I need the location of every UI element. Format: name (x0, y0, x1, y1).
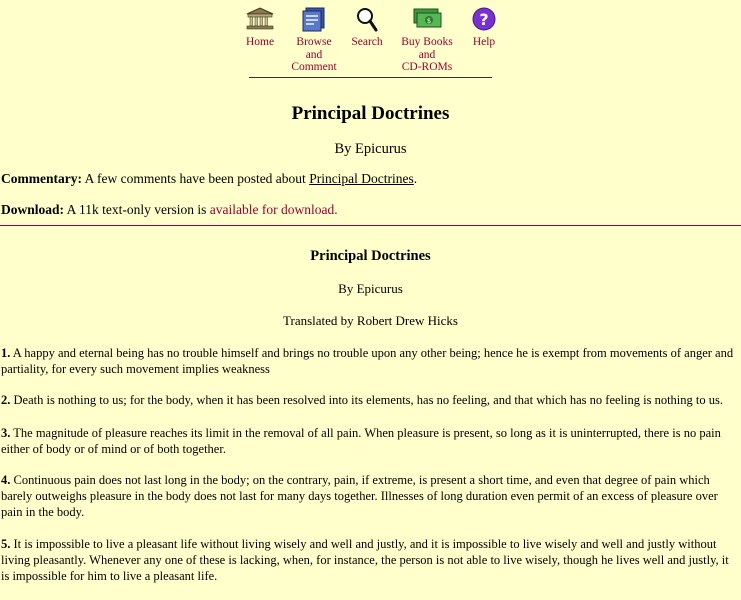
doctrine-number: 5. (1, 537, 11, 551)
page-title: Principal Doctrines (291, 103, 450, 124)
download-text: A 11k text-only version is (64, 202, 210, 217)
doctrine-paragraph (1, 345, 739, 377)
nav-home-label: Home (245, 36, 275, 48)
nav-help[interactable] (470, 6, 498, 49)
nav-browse-label-1: Browse and (296, 36, 332, 61)
nav-buy-books[interactable] (393, 6, 461, 74)
nav-buy-label-2: CD-ROMs (401, 61, 453, 73)
doctrine-paragraph (1, 392, 739, 408)
magnifier-icon (353, 6, 381, 32)
svg-text:?: ? (479, 10, 489, 29)
doctrine-number: 4. (1, 473, 11, 487)
doctrine-paragraph (1, 425, 739, 457)
doctrine-number: 2. (1, 393, 11, 407)
top-navigation (0, 0, 741, 73)
commentary-link[interactable]: Principal Doctrines (309, 171, 414, 186)
download-line (1, 202, 338, 218)
book-icon (300, 6, 328, 32)
doctrine-text: The magnitude of pleasure reaches its limit in the removal of all pain. When pleasure is present, so long as it is uninterrupted, there is no pain either of body or of mind or of both together. (1, 426, 721, 456)
help-icon (471, 6, 497, 32)
doctrine-paragraph (1, 472, 739, 520)
text-byline: By Epicurus (338, 281, 403, 296)
nav-browse-comment[interactable] (287, 6, 341, 74)
translator-line: Translated by Robert Drew Hicks (283, 313, 458, 328)
commentary-period: . (413, 171, 418, 186)
nav-search[interactable] (351, 6, 383, 49)
download-link[interactable]: available for download. (209, 202, 338, 217)
svg-text:$: $ (426, 17, 432, 25)
nav-browse-label-2: Comment (291, 61, 337, 73)
commentary-label: Commentary: (1, 171, 82, 186)
doctrine-text: Death is nothing to us; for the body, when it has been resolved into its elements, has no feeling, and that which has no feeling is nothing to us. (10, 393, 723, 407)
nav-help-label: Help (472, 36, 496, 48)
nav-home[interactable] (244, 6, 276, 49)
doctrine-text: Continuous pain does not last long in the body; on the contrary, pain, if extreme, is present a short time, and even that degree of pain which barely outweighs pleasure in the body does not last for many days together. Illnesses of long duration even permit of an excess of pleasure over pain in the body. (1, 473, 718, 519)
doctrine-number: 3. (1, 426, 11, 440)
nav-search-label: Search (351, 36, 383, 48)
header-divider (249, 77, 492, 78)
page-byline: By Epicurus (334, 141, 407, 157)
doctrine-paragraph (1, 536, 739, 584)
money-icon (412, 6, 442, 32)
doctrine-text: A happy and eternal being has no trouble himself and brings no trouble upon any other being; hence he is exempt from movements of anger and partiality, for every such movement implies weakness (1, 346, 734, 376)
commentary-line (1, 171, 417, 187)
doctrine-number: 1. (1, 346, 11, 360)
text-title: Principal Doctrines (310, 248, 431, 264)
temple-icon (246, 6, 274, 32)
download-label: Download: (1, 202, 65, 217)
nav-buy-label-1: Buy Books and (401, 36, 453, 61)
commentary-text: A few comments have been posted about (81, 171, 310, 186)
section-divider (0, 225, 741, 226)
doctrine-text: It is impossible to live a pleasant life without living wisely and well and justly, and it is impossible to live wisely and well and justly without living pleasantly. Whenever any one of these is lacking, when, for instance, the person is not able to live wisely, though he lives well and justly, it is impossible for him to live a pleasant life. (1, 537, 729, 583)
